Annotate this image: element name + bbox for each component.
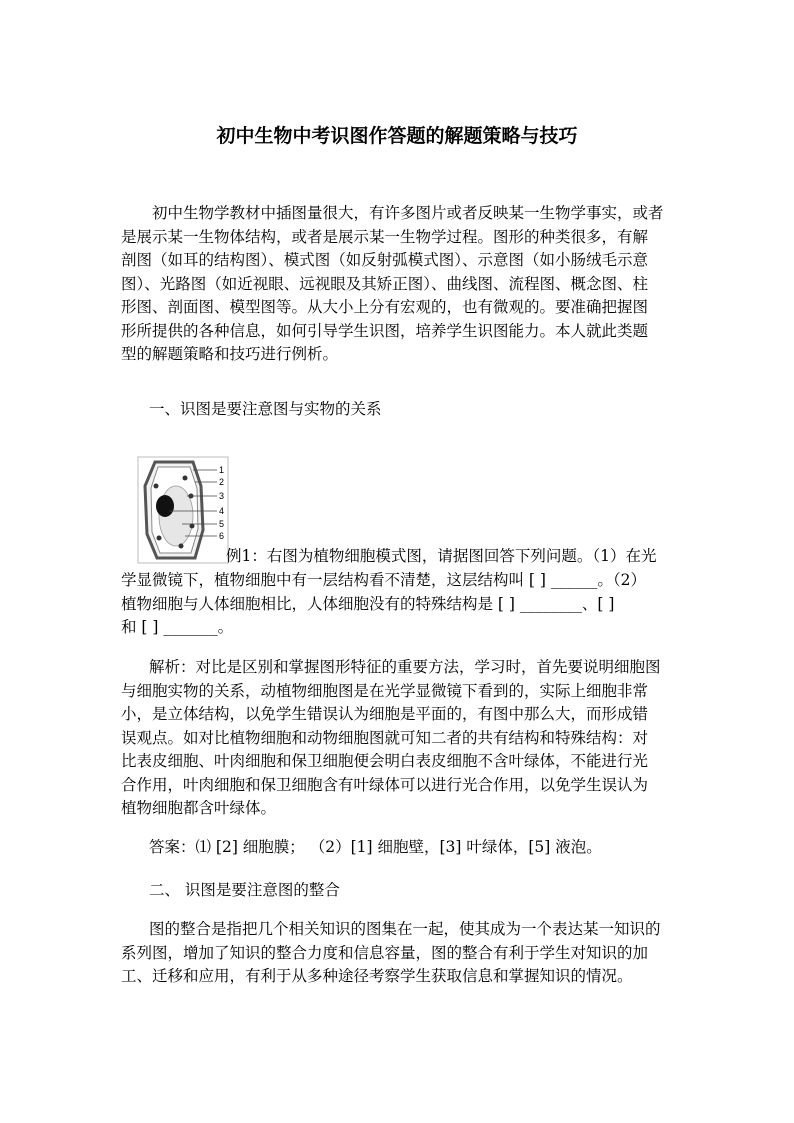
text-line: 剖图（如耳的结构图）、模式图（如反射弧模式图）、示意图（如小肠绒毛示意 (121, 251, 649, 269)
nucleus-shape (156, 495, 174, 517)
example-paragraph (121, 569, 681, 640)
analysis-paragraph (121, 656, 681, 821)
figure-label: 6 (219, 531, 225, 541)
section-heading-2: 二、 识图是要注意图的整合 (149, 881, 340, 899)
text-line: 与细胞实物的关系，动植物细胞图是在光学显微镜下看到的，实际上细胞非常 (121, 681, 649, 700)
text-line: 系列图，增加了知识的整合力度和信息容量，图的整合有利于学生对知识的加 (121, 943, 649, 962)
text-line: 合作用，叶肉细胞和保卫细胞含有叶绿体可以进行光合作用，以免学生误认为 (121, 775, 649, 794)
figure-label: 2 (219, 477, 225, 487)
section2-paragraph (121, 918, 681, 989)
text-line: 误观点。如对比植物细胞和动物细胞图就可知二者的共有结构和特殊结构：对 (121, 728, 649, 747)
answer-line: 答案：⑴ [2] 细胞膜； （2）[1] 细胞壁，[3] 叶绿体，[5] 液泡。 (149, 838, 602, 856)
text-line: 是展示某一生物体结构，或者是展示某一生物学过程。图形的种类很多，有解 (121, 227, 649, 246)
figure-label: 4 (219, 506, 225, 516)
intro-paragraph (121, 202, 681, 367)
text-line: 比表皮细胞、叶肉细胞和保卫细胞便会明白表皮细胞不含叶绿体，不能进行光 (121, 752, 649, 770)
document-title: 初中生物中考识图作答题的解题策略与技巧 (216, 125, 578, 147)
text-line: 和 [ ] _______。 (121, 618, 234, 636)
text-line: 工、迁移和应用，有利于从多种途径考察学生获取信息和掌握知识的情况。 (121, 967, 633, 985)
figure-label: 3 (219, 491, 225, 501)
figure-label: 1 (219, 465, 225, 475)
plant-cell-diagram (137, 456, 229, 564)
text-line: 形图、剖面图、模型图等。从大小上分有宏观的，也有微观的。要准确把握图 (121, 298, 649, 316)
text-line: 植物细胞与人体细胞相比，人体细胞没有的特殊结构是 [ ] ________、[ ] (121, 594, 615, 613)
text-line: 小，是立体结构，以免学生错误认为细胞是平面的，有图中那么大，而形成错 (121, 705, 649, 723)
text-line: 图）、光路图（如近视眼、远视眼及其矫正图）、曲线图、流程图、概念图、柱 (121, 274, 649, 293)
text-line: 植物细胞都含叶绿体。 (121, 799, 277, 817)
text-line: 解析：对比是区别和掌握图形特征的重要方法，学习时，首先要说明细胞图 (149, 658, 661, 676)
text-line: 图的整合是指把几个相关知识的图集在一起，使其成为一个表达某一知识的 (149, 920, 661, 938)
example-line-first: 例1：右图为植物细胞模式图，请据图回答下列问题。（1）在光 (226, 547, 657, 565)
text-line: 型的解题策略和技巧进行例析。 (121, 345, 339, 363)
text-line: 学显微镜下，植物细胞中有一层结构看不清楚，这层结构叫 [ ] ______。（2） (121, 571, 646, 589)
figure-label: 5 (219, 519, 225, 529)
text-line: 形所提供的各种信息，如何引导学生识图，培养学生识图能力。本人就此类题 (121, 321, 649, 340)
section-heading-1: 一、识图是要注意图与实物的关系 (149, 400, 382, 418)
text-line: 初中生物学教材中插图量很大，有许多图片或者反映某一生物学事实，或者 (152, 204, 664, 222)
